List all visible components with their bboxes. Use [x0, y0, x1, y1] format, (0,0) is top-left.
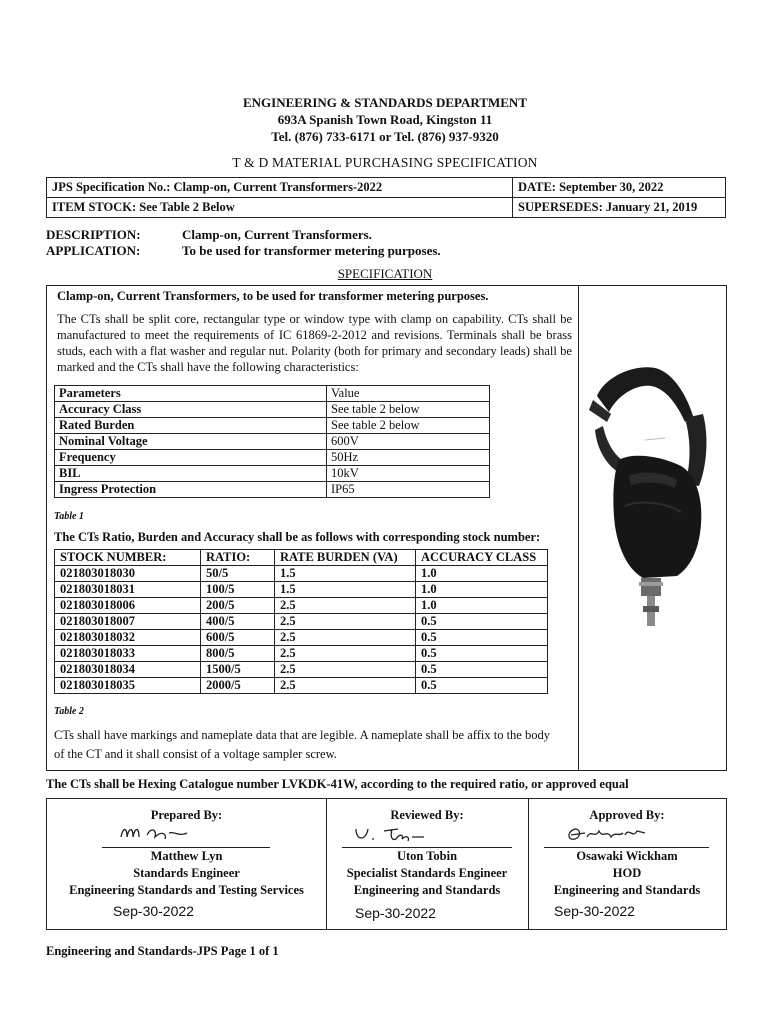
table1-header-value: Value [327, 386, 490, 402]
table-row [55, 646, 548, 662]
address: 693A Spanish Town Road, Kingston 11 [277, 112, 493, 127]
table1-header-parameters: Parameters [55, 386, 327, 402]
stock-number: 021803018006 [55, 598, 201, 614]
prepared-name: Matthew Lyn [150, 849, 223, 863]
approved-dept: Engineering and Standards [553, 883, 701, 897]
accuracy: 1.0 [416, 582, 548, 598]
accuracy: 1.0 [416, 566, 548, 582]
ratio: 1500/5 [201, 662, 275, 678]
param-value: 600V [327, 434, 490, 450]
reviewed-signature [352, 823, 452, 847]
table-row [55, 418, 490, 434]
table-row [55, 482, 490, 498]
document-title: T & D MATERIAL PURCHASING SPECIFICATION [232, 155, 538, 170]
prepared-dept: Engineering Standards and Testing Services [69, 883, 304, 897]
table-row [55, 662, 548, 678]
ratio: 100/5 [201, 582, 275, 598]
table2-header-burden: RATE BURDEN (VA) [275, 550, 416, 566]
page-footer: Engineering and Standards-JPS Page 1 of 1 [46, 944, 279, 958]
approved-title: HOD [612, 866, 642, 880]
spec-number: JPS Specification No.: Clamp-on, Current Transformers-2022 [47, 178, 513, 198]
burden: 2.5 [275, 614, 416, 630]
signature-block [46, 798, 727, 930]
prepared-date: Sep-30-2022 [113, 903, 194, 919]
ratio: 2000/5 [201, 678, 275, 694]
accuracy: 1.0 [416, 598, 548, 614]
description-label: DESCRIPTION: [46, 227, 141, 242]
burden: 2.5 [275, 678, 416, 694]
table-row [55, 630, 548, 646]
accuracy: 0.5 [416, 614, 548, 630]
item-stock: ITEM STOCK: See Table 2 Below [47, 198, 513, 218]
burden: 1.5 [275, 566, 416, 582]
approved-details [528, 848, 726, 899]
reviewed-label: Reviewed By: [390, 808, 464, 822]
table-row [55, 434, 490, 450]
department-title: ENGINEERING & STANDARDS DEPARTMENT [242, 95, 527, 110]
param-value: See table 2 below [327, 418, 490, 434]
stock-table [54, 549, 548, 694]
reviewed-dept: Engineering and Standards [353, 883, 501, 897]
approved-date: Sep-30-2022 [554, 903, 635, 919]
spec-info-table [46, 177, 726, 218]
stock-number: 021803018034 [55, 662, 201, 678]
table-row [55, 466, 490, 482]
table2-header-accuracy: ACCURACY CLASS [416, 550, 548, 566]
burden: 2.5 [275, 598, 416, 614]
application-label: APPLICATION: [46, 243, 141, 258]
reviewed-date: Sep-30-2022 [355, 905, 436, 921]
stock-number: 021803018033 [55, 646, 201, 662]
param-name: Frequency [55, 450, 327, 466]
table-row [55, 450, 490, 466]
specification-heading: SPECIFICATION [337, 266, 433, 281]
reviewed-column [326, 799, 528, 824]
specification-box [46, 285, 727, 771]
burden: 1.5 [275, 582, 416, 598]
ratio: 200/5 [201, 598, 275, 614]
stock-number: 021803018032 [55, 630, 201, 646]
param-value: See table 2 below [327, 402, 490, 418]
param-name: Nominal Voltage [55, 434, 327, 450]
approved-signature [565, 821, 665, 845]
ratio: 50/5 [201, 566, 275, 582]
spec-date: DATE: September 30, 2022 [513, 178, 726, 198]
stock-number: 021803018031 [55, 582, 201, 598]
stock-number: 021803018030 [55, 566, 201, 582]
table-row [55, 598, 548, 614]
current-transformer-photo [585, 356, 721, 646]
ratio: 400/5 [201, 614, 275, 630]
table-row [55, 566, 548, 582]
supersedes: SUPERSEDES: January 21, 2019 [513, 198, 726, 218]
application-value: To be used for transformer metering purposes. [182, 243, 441, 258]
table2-header-ratio: RATIO: [201, 550, 275, 566]
table-row [55, 614, 548, 630]
approved-name: Osawaki Wickham [576, 849, 678, 863]
table-row [55, 582, 548, 598]
table-row [55, 402, 490, 418]
prepared-title: Standards Engineer [133, 866, 240, 880]
description-value: Clamp-on, Current Transformers. [182, 227, 372, 242]
burden: 2.5 [275, 662, 416, 678]
table-row [55, 678, 548, 694]
table2-caption: Table 2 [54, 706, 84, 717]
ratio: 600/5 [201, 630, 275, 646]
param-value: 10kV [327, 466, 490, 482]
table2-header-stock: STOCK NUMBER: [55, 550, 201, 566]
burden: 2.5 [275, 630, 416, 646]
spec-paragraph: The CTs shall be split core, rectangular type or window type with clamp on capability. CTs shall be manufactured to meet the requirements of IC 61869-2-2012 and revisions. Terminals shall be brass studs, each with a flat washer and regular nut. Polarity (both for primary and secondary leads) shall be marked and the CTs shall have the following characteristics: [57, 312, 572, 374]
reviewed-name: Uton Tobin [396, 849, 458, 863]
box-divider [578, 286, 579, 770]
table1-caption: Table 1 [54, 511, 84, 522]
nameplate-text: CTs shall have markings and nameplate data that are legible. A nameplate shall be affix to the body of the CT and it shall consist of a voltage sampler screw. [54, 728, 550, 761]
accuracy: 0.5 [416, 646, 548, 662]
approved-label: Approved By: [589, 808, 665, 822]
reviewed-title: Specialist Standards Engineer [346, 866, 508, 880]
ratio: 800/5 [201, 646, 275, 662]
parameters-table [54, 385, 490, 498]
stock-number: 021803018035 [55, 678, 201, 694]
catalogue-note: The CTs shall be Hexing Catalogue number LVKDK-41W, according to the required ratio, or approved equal [46, 777, 629, 791]
prepared-signature [117, 821, 217, 845]
param-value: IP65 [327, 482, 490, 498]
reviewed-details [326, 848, 528, 899]
table2-intro: The CTs Ratio, Burden and Accuracy shall be as follows with corresponding stock number: [54, 530, 541, 544]
prepared-details [47, 848, 326, 899]
param-name: Accuracy Class [55, 402, 327, 418]
burden: 2.5 [275, 646, 416, 662]
accuracy: 0.5 [416, 678, 548, 694]
accuracy: 0.5 [416, 630, 548, 646]
param-name: Rated Burden [55, 418, 327, 434]
prepared-label: Prepared By: [150, 808, 223, 822]
param-name: Ingress Protection [55, 482, 327, 498]
accuracy: 0.5 [416, 662, 548, 678]
param-value: 50Hz [327, 450, 490, 466]
spec-lead: Clamp-on, Current Transformers, to be used for transformer metering purposes. [57, 289, 489, 303]
phone: Tel. (876) 733-6171 or Tel. (876) 937-9320 [271, 129, 499, 144]
stock-number: 021803018007 [55, 614, 201, 630]
param-name: BIL [55, 466, 327, 482]
